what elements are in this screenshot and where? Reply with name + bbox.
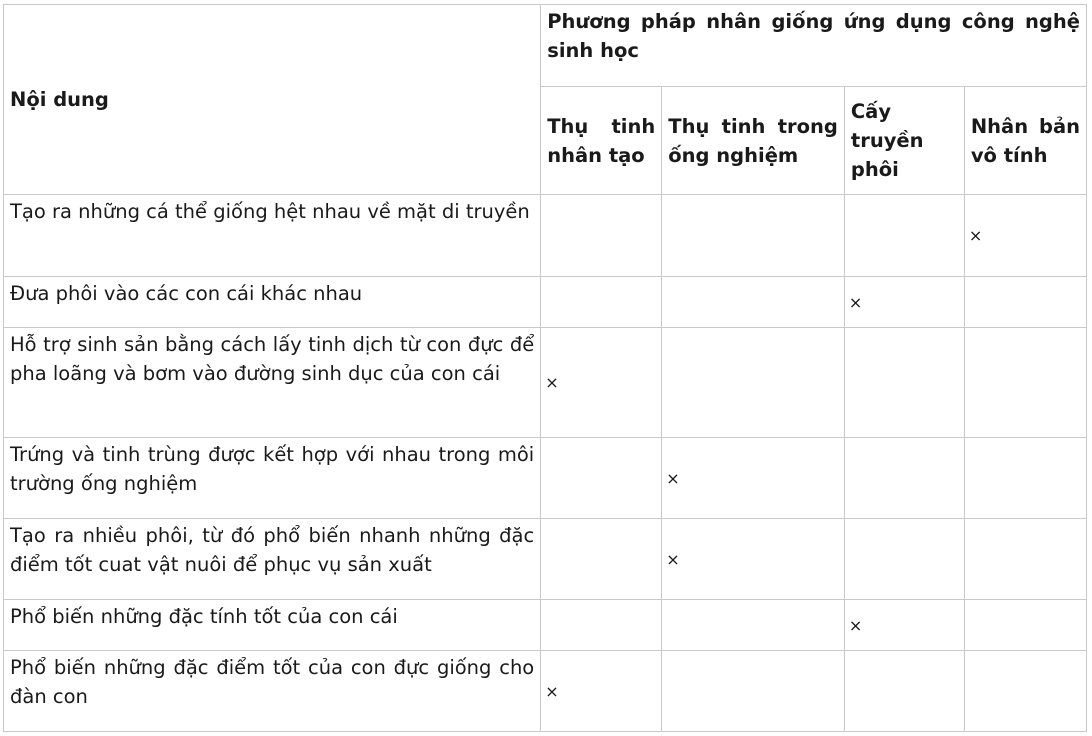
mark-cell (662, 600, 845, 651)
mark-cell: × (964, 195, 1086, 277)
row-content: Hỗ trợ sinh sản bằng cách lấy tinh dịch từ con đực để pha loãng và bơm vào đường sinh dục của con cái (4, 328, 541, 438)
mark-cell (844, 519, 964, 600)
mark-cell: × (662, 438, 845, 519)
table-row (4, 195, 1087, 277)
row-content: Tạo ra những cá thể giống hệt nhau về mặt di truyền (4, 195, 541, 277)
mark-cell (541, 519, 662, 600)
mark-cell (844, 438, 964, 519)
header-method-ivf: Thụ tinh trong ống nghiệm (662, 87, 845, 195)
row-content: Tạo ra nhiều phôi, từ đó phổ biến nhanh những đặc điểm tốt cuat vật nuôi để phục vụ sản xuất (4, 519, 541, 600)
mark-cell (844, 651, 964, 732)
table-row (4, 438, 1087, 519)
header-content: Nội dung (4, 5, 541, 195)
table-row (4, 600, 1087, 651)
row-content: Đưa phôi vào các con cái khác nhau (4, 277, 541, 328)
header-group: Phương pháp nhân giống ứng dụng công nghệ sinh học (541, 5, 1087, 87)
header-method-embryo-transfer: Cấy truyền phôi (844, 87, 964, 195)
mark-cell: × (662, 519, 845, 600)
mark-cell: × (844, 600, 964, 651)
mark-cell (964, 651, 1086, 732)
mark-cell (662, 277, 845, 328)
header-method-cloning: Nhân bản vô tính (964, 87, 1086, 195)
mark-cell (964, 277, 1086, 328)
header-method-artificial-insemination: Thụ tinh nhân tạo (541, 87, 662, 195)
mark-cell (541, 438, 662, 519)
mark-cell (964, 328, 1086, 438)
table-row (4, 328, 1087, 438)
mark-cell (844, 328, 964, 438)
mark-cell: × (541, 328, 662, 438)
table-row (4, 277, 1087, 328)
row-content: Phổ biến những đặc điểm tốt của con đực giống cho đàn con (4, 651, 541, 732)
mark-cell (541, 277, 662, 328)
mark-cell: × (541, 651, 662, 732)
mark-cell (541, 600, 662, 651)
mark-cell (662, 195, 845, 277)
row-content: Trứng và tinh trùng được kết hợp với nhau trong môi trường ống nghiệm (4, 438, 541, 519)
mark-cell (964, 438, 1086, 519)
mark-cell (662, 651, 845, 732)
mark-cell (541, 195, 662, 277)
methods-table (3, 4, 1087, 732)
mark-cell (662, 328, 845, 438)
row-content: Phổ biến những đặc tính tốt của con cái (4, 600, 541, 651)
mark-cell (844, 195, 964, 277)
mark-cell (964, 600, 1086, 651)
mark-cell: × (844, 277, 964, 328)
mark-cell (964, 519, 1086, 600)
table-row (4, 651, 1087, 732)
table-row (4, 519, 1087, 600)
